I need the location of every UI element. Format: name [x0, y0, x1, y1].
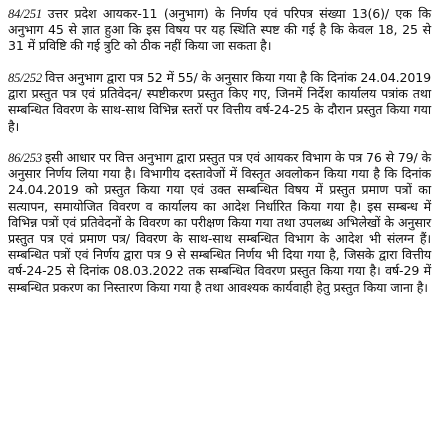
paragraph-84-251 — [8, 6, 431, 55]
paragraph-label: 85/252 — [8, 71, 46, 85]
paragraph-label: 84/251 — [8, 7, 48, 21]
paragraph-86-253 — [8, 150, 431, 296]
paragraph-label: 86/253 — [8, 151, 46, 165]
paragraph-text: उत्तर प्रदेश आयकर-11 (अनुभाग) के निर्णय एवं परिपत्र संख्या 13(6)/ एक कि अनुभाग 45 से ज्ञात हुआ कि इस विषय पर यह स्थिति स्पष्ट की गई है कि केवल 18, 25 से 31 में प्रविष्टि की गई त्रुटि को ठीक नहीं किया जा सकता है। — [8, 6, 431, 54]
paragraph-text: वित्त अनुभाग द्वारा पत्र 52 में 55/ के अनुसार किया गया है कि दिनांक 24.04.2019 द्वारा प्रस्तुत पत्र एवं प्रतिवेदन/ स्पष्टीकरण प्रस्तुत किए गए, जिनमें निर्देश कार्यालय पत्रांक तथा सम्बन्धित विवरण के साथ-साथ विभिन्न स्तरों पर वित्तीय वर्ष-24-25 के दौरान प्रस्तुत किया गया है। — [8, 70, 431, 134]
paragraph-85-252 — [8, 70, 431, 135]
paragraph-text: इसी आधार पर वित्त अनुभाग द्वारा प्रस्तुत पत्र एवं आयकर विभाग के पत्र 76 से 79/ के अनुसार निर्णय लिया गया है। विभागीय दस्तावेजों में विस्तृत अवलोकन किया गया है कि दिनांक 24.04.2019 को प्रस्तुत किया गया एवं उक्त सम्बन्धित विषय में प्रस्तुत प्रमाण पत्रों का सत्यापन, समायोजित विवरण व कार्यालय का आदेश निर्धारित किया गया है। इस सम्बन्ध में विभिन्न पत्रों एवं प्रतिवेदनों के विवरण का परीक्षण किया गया तथा उपलब्ध अभिलेखों के अनुसार प्रस्तुत पत्र एवं प्रमाण पत्र/ विवरण के साथ-साथ सम्बन्धित विभाग के आदेश भी संलग्न हैं। सम्बन्धित पत्रों एवं निर्णय द्वारा पत्र 9 से सम्बन्धित निर्णय भी दिया गया है, जिसके द्वारा वित्तीय वर्ष-24-25 से दिनांक 08.03.2022 तक सम्बन्धित विवरण प्रस्तुत किया गया है। वर्ष-29 में सम्बन्धित प्रकरण का निस्तारण किया गया है तथा आवश्यक कार्यवाही हेतु प्रस्तुत किया जाना है। — [8, 150, 431, 295]
